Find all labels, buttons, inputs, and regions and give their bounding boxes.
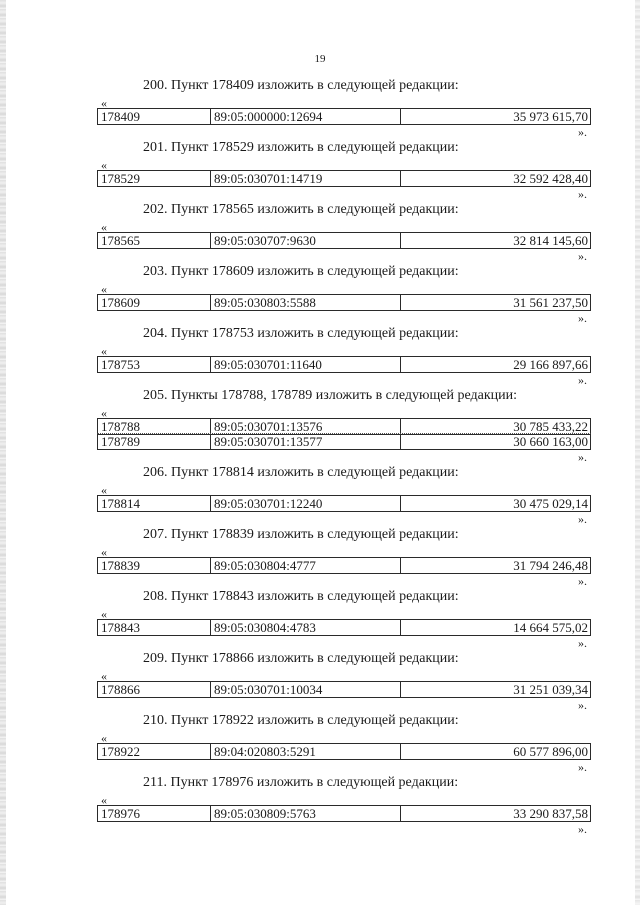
item-number-cell: 178922 xyxy=(98,744,211,759)
value-cell: 31 794 246,48 xyxy=(513,558,588,573)
value-cell: 32 814 145,60 xyxy=(513,233,588,248)
table-row xyxy=(97,495,591,512)
close-quote: ». xyxy=(578,636,587,650)
table-row xyxy=(97,232,591,249)
cadastral-number-cell: 89:05:030701:13577 xyxy=(211,434,401,449)
cadastral-number-cell: 89:05:030701:11640 xyxy=(211,357,401,372)
open-quote: « xyxy=(101,607,107,621)
table-row xyxy=(97,557,591,574)
item-number-cell: 178843 xyxy=(98,620,211,635)
close-quote: ». xyxy=(578,574,587,588)
cadastral-number-cell: 89:05:030701:12240 xyxy=(211,496,401,511)
amendment-heading: 208. Пункт 178843 изложить в следующей редакции: xyxy=(143,589,459,604)
amendment-heading: 201. Пункт 178529 изложить в следующей редакции: xyxy=(143,140,459,155)
close-quote: ». xyxy=(578,125,587,139)
open-quote: « xyxy=(101,406,107,420)
amendment-section xyxy=(0,202,640,264)
close-quote: ». xyxy=(578,249,587,263)
item-number-cell: 178976 xyxy=(98,806,211,821)
amendment-section xyxy=(0,775,640,837)
amendments-list xyxy=(0,78,640,837)
table-row xyxy=(97,108,591,125)
table-row xyxy=(97,619,591,636)
page-number: 19 xyxy=(314,53,326,65)
open-quote: « xyxy=(101,669,107,683)
cadastral-number-cell: 89:04:020803:5291 xyxy=(211,744,401,759)
close-quote: ». xyxy=(578,512,587,526)
value-cell: 60 577 896,00 xyxy=(513,744,588,759)
value-cell: 14 664 575,02 xyxy=(513,620,588,635)
value-cell: 29 166 897,66 xyxy=(513,357,588,372)
amendment-heading: 210. Пункт 178922 изложить в следующей редакции: xyxy=(143,713,459,728)
close-quote: ». xyxy=(578,450,587,464)
close-quote: ». xyxy=(578,311,587,325)
amendment-heading: 209. Пункт 178866 изложить в следующей редакции: xyxy=(143,651,459,666)
open-quote: « xyxy=(101,344,107,358)
value-cell: 35 973 615,70 xyxy=(513,109,588,124)
table-row xyxy=(97,743,591,760)
close-quote: ». xyxy=(578,373,587,387)
amendment-section xyxy=(0,326,640,388)
open-quote: « xyxy=(101,96,107,110)
cadastral-number-cell: 89:05:030701:14719 xyxy=(211,171,401,186)
cadastral-number-cell: 89:05:030804:4783 xyxy=(211,620,401,635)
amendment-heading: 202. Пункт 178565 изложить в следующей редакции: xyxy=(143,202,459,217)
table-row xyxy=(97,805,591,822)
table-row xyxy=(97,433,591,450)
value-cell: 30 475 029,14 xyxy=(513,496,588,511)
amendment-section xyxy=(0,78,640,140)
cadastral-number-cell: 89:05:030701:13576 xyxy=(211,419,401,434)
amendment-heading: 207. Пункт 178839 изложить в следующей редакции: xyxy=(143,527,459,542)
value-cell: 30 785 433,22 xyxy=(513,419,588,434)
table-row xyxy=(97,681,591,698)
amendment-section xyxy=(0,651,640,713)
table-row xyxy=(97,170,591,187)
table-row xyxy=(97,294,591,311)
value-cell: 33 290 837,58 xyxy=(513,806,588,821)
value-cell: 31 251 039,34 xyxy=(513,682,588,697)
close-quote: ». xyxy=(578,187,587,201)
amendment-section xyxy=(0,388,640,465)
item-number-cell: 178409 xyxy=(98,109,211,124)
amendment-heading: 200. Пункт 178409 изложить в следующей редакции: xyxy=(143,78,459,93)
item-number-cell: 178529 xyxy=(98,171,211,186)
open-quote: « xyxy=(101,158,107,172)
amendment-section xyxy=(0,527,640,589)
cadastral-number-cell: 89:05:000000:12694 xyxy=(211,109,401,124)
cadastral-number-cell: 89:05:030701:10034 xyxy=(211,682,401,697)
item-number-cell: 178565 xyxy=(98,233,211,248)
value-cell: 32 592 428,40 xyxy=(513,171,588,186)
amendment-section xyxy=(0,140,640,202)
open-quote: « xyxy=(101,545,107,559)
open-quote: « xyxy=(101,220,107,234)
cadastral-number-cell: 89:05:030809:5763 xyxy=(211,806,401,821)
item-number-cell: 178866 xyxy=(98,682,211,697)
open-quote: « xyxy=(101,731,107,745)
close-quote: ». xyxy=(578,822,587,836)
table-row xyxy=(97,356,591,373)
item-number-cell: 178609 xyxy=(98,295,211,310)
amendment-heading: 203. Пункт 178609 изложить в следующей редакции: xyxy=(143,264,459,279)
amendment-heading: 211. Пункт 178976 изложить в следующей редакции: xyxy=(143,775,459,790)
item-number-cell: 178788 xyxy=(98,419,211,434)
cadastral-number-cell: 89:05:030804:4777 xyxy=(211,558,401,573)
open-quote: « xyxy=(101,793,107,807)
cadastral-number-cell: 89:05:030707:9630 xyxy=(211,233,401,248)
amendment-section xyxy=(0,264,640,326)
cadastral-number-cell: 89:05:030803:5588 xyxy=(211,295,401,310)
item-number-cell: 178814 xyxy=(98,496,211,511)
amendment-section xyxy=(0,589,640,651)
item-number-cell: 178753 xyxy=(98,357,211,372)
item-number-cell: 178839 xyxy=(98,558,211,573)
item-number-cell: 178789 xyxy=(98,434,211,449)
amendment-section xyxy=(0,465,640,527)
amendment-heading: 206. Пункт 178814 изложить в следующей редакции: xyxy=(143,465,459,480)
open-quote: « xyxy=(101,282,107,296)
open-quote: « xyxy=(101,483,107,497)
value-cell: 31 561 237,50 xyxy=(513,295,588,310)
close-quote: ». xyxy=(578,698,587,712)
value-cell: 30 660 163,00 xyxy=(513,434,588,449)
amendment-heading: 204. Пункт 178753 изложить в следующей редакции: xyxy=(143,326,459,341)
close-quote: ». xyxy=(578,760,587,774)
amendment-heading: 205. Пункты 178788, 178789 изложить в следующей редакции: xyxy=(143,388,518,403)
amendment-section xyxy=(0,713,640,775)
